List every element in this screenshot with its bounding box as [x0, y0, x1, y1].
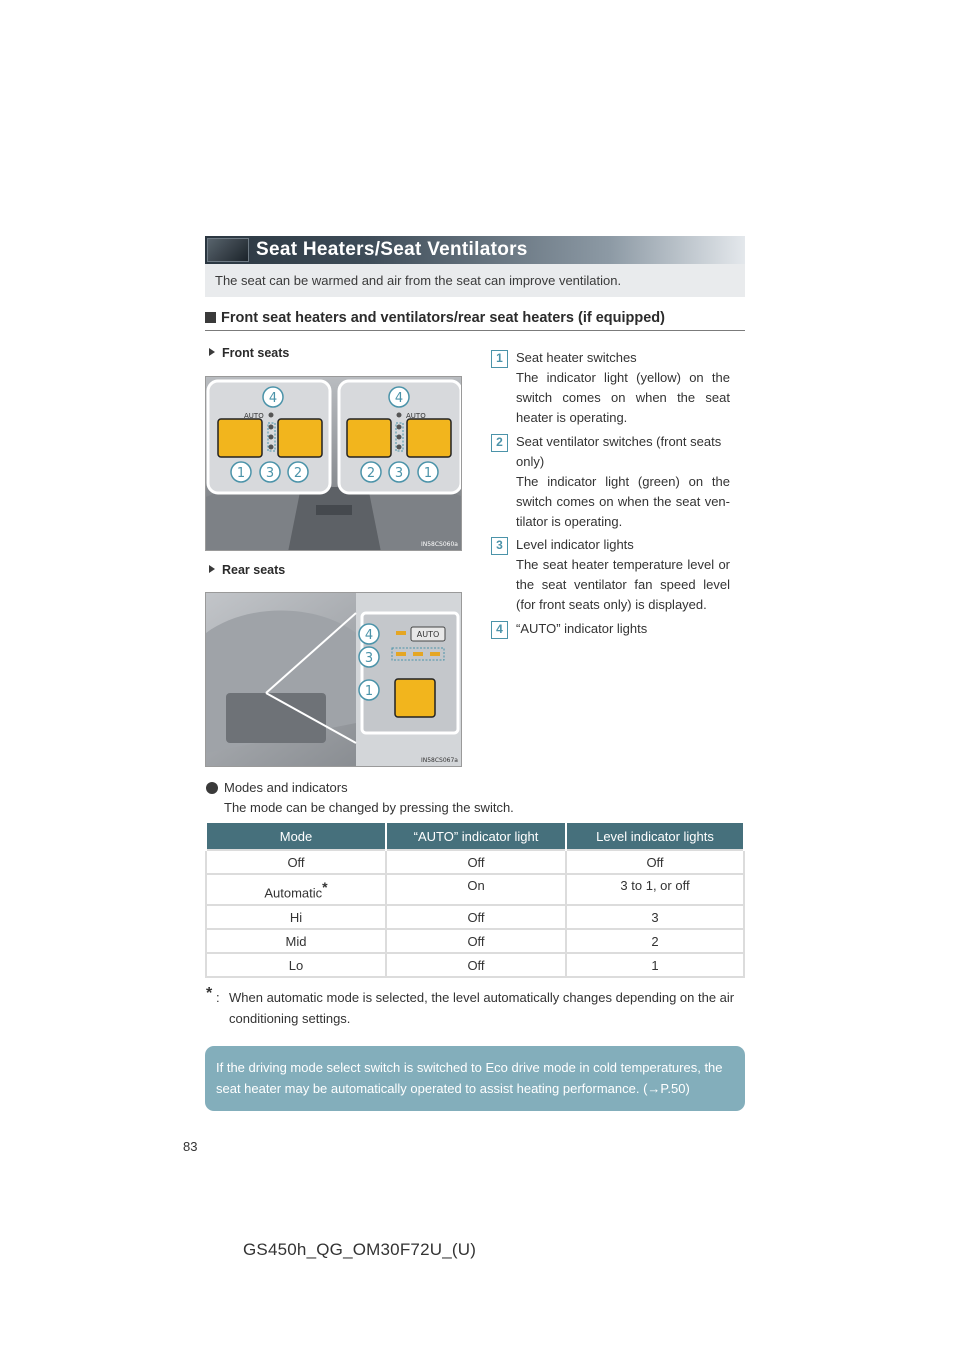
- callout-3-right: 3: [394, 466, 404, 481]
- table-cell-text: Automatic: [264, 885, 323, 901]
- page-title: Seat Heaters/Seat Ventilators: [256, 239, 528, 260]
- info-text: If the driving mode select switch is switched to Eco drive mode in cold temperatures, the seat heater may be automatically operated to assist heating performance. (→P.50): [216, 1060, 723, 1096]
- rear-figure-code: IN58CS067a: [420, 757, 458, 764]
- callout-3-rear: 3: [364, 651, 374, 666]
- item-desc: The seat heater temperature level or the seat ventilator fan speed level (for front seats only) is displayed.: [516, 557, 730, 612]
- auto-text-left: AUTO: [244, 412, 264, 420]
- section-heading: [205, 308, 745, 330]
- item-title: “AUTO” indicator lights: [516, 621, 648, 636]
- section-heading-text: Front seat heaters and ventilators/rear seat heaters (if equipped): [221, 310, 665, 326]
- front-seats-label: [209, 346, 289, 360]
- table-cell: Lo: [206, 953, 386, 977]
- table-cell: 1: [566, 953, 744, 977]
- callout-3-left: 3: [265, 466, 275, 481]
- item-title: Seat ventilator switches (front seats only): [516, 434, 722, 469]
- table-row: [206, 850, 744, 874]
- front-seats-figure: [205, 376, 462, 551]
- callout-2-left: 2: [293, 466, 303, 481]
- callout-4-left: 4: [268, 391, 278, 406]
- callout-1-right: 1: [423, 466, 433, 481]
- table-cell: On: [386, 874, 566, 905]
- footnote-asterisk: *: [206, 985, 213, 1002]
- modes-title: Modes and indicators: [224, 780, 348, 795]
- table-cell: Off: [386, 929, 566, 953]
- table-row: [206, 929, 744, 953]
- item-title: Level indicator lights: [516, 537, 634, 552]
- section-rule: [205, 330, 745, 331]
- footnote-colon: :: [216, 990, 220, 1005]
- rear-seats-label: [209, 563, 285, 577]
- modes-desc: The mode can be changed by pressing the switch.: [224, 800, 514, 815]
- table-header-mode: Mode: [206, 823, 386, 850]
- table-cell: 3 to 1, or off: [566, 874, 744, 905]
- auto-text-rear: AUTO: [416, 630, 440, 639]
- table-cell: Mid: [206, 929, 386, 953]
- triangle-bullet-icon: [209, 565, 215, 573]
- item-desc: The indicator light (yellow) on the switch comes on when the seat heater is operating.: [516, 370, 730, 425]
- table-cell: Off: [386, 905, 566, 929]
- modes-table: [205, 823, 745, 978]
- footnote-text: When automatic mode is selected, the level automatically changes depending on the air conditioning settings.: [229, 990, 735, 1026]
- front-figure-code: IN58CS060a: [420, 541, 458, 548]
- auto-text-right: AUTO: [406, 412, 426, 420]
- item-number-badge: 2: [491, 434, 508, 452]
- table-cell: Off: [386, 850, 566, 874]
- triangle-bullet-icon: [209, 348, 215, 356]
- callout-1-left: 1: [236, 466, 246, 481]
- front-seats-label-text: Front seats: [222, 346, 290, 360]
- title-swatch-icon: [207, 238, 249, 262]
- table-row: [206, 874, 744, 905]
- callout-1-rear: 1: [364, 684, 374, 699]
- page-number: 83: [183, 1139, 198, 1154]
- item-number-badge: 1: [491, 350, 508, 368]
- item-desc: The indicator light (green) on the switch comes on when the seat ven-tilator is operating.: [516, 474, 730, 529]
- table-cell: 2: [566, 929, 744, 953]
- item-number-badge: 3: [491, 537, 508, 555]
- asterisk-mark: *: [322, 878, 328, 895]
- table-header-auto: “AUTO” indicator light: [386, 823, 566, 850]
- table-cell: Off: [206, 850, 386, 874]
- callout-4-rear: 4: [364, 628, 374, 643]
- rear-seats-illustration: [206, 593, 462, 767]
- circle-bullet-icon: [206, 782, 218, 794]
- table-cell: [206, 874, 386, 905]
- table-cell: 3: [566, 905, 744, 929]
- square-bullet-icon: [205, 312, 216, 323]
- table-row: [206, 953, 744, 977]
- front-seats-illustration: [206, 377, 462, 551]
- table-header-level: Level indicator lights: [566, 823, 744, 850]
- rear-seats-label-text: Rear seats: [222, 563, 286, 577]
- intro-text: The seat can be warmed and air from the seat can improve ventilation.: [215, 273, 622, 288]
- table-row: [206, 905, 744, 929]
- callout-4-right: 4: [394, 391, 404, 406]
- table-cell: Hi: [206, 905, 386, 929]
- table-cell: Off: [566, 850, 744, 874]
- rear-seats-figure: [205, 592, 462, 767]
- callout-2-right: 2: [366, 466, 376, 481]
- item-title: Seat heater switches: [516, 350, 637, 365]
- document-code: GS450h_QG_OM30F72U_(U): [243, 1240, 477, 1259]
- table-cell: Off: [386, 953, 566, 977]
- item-number-badge: 4: [491, 621, 508, 639]
